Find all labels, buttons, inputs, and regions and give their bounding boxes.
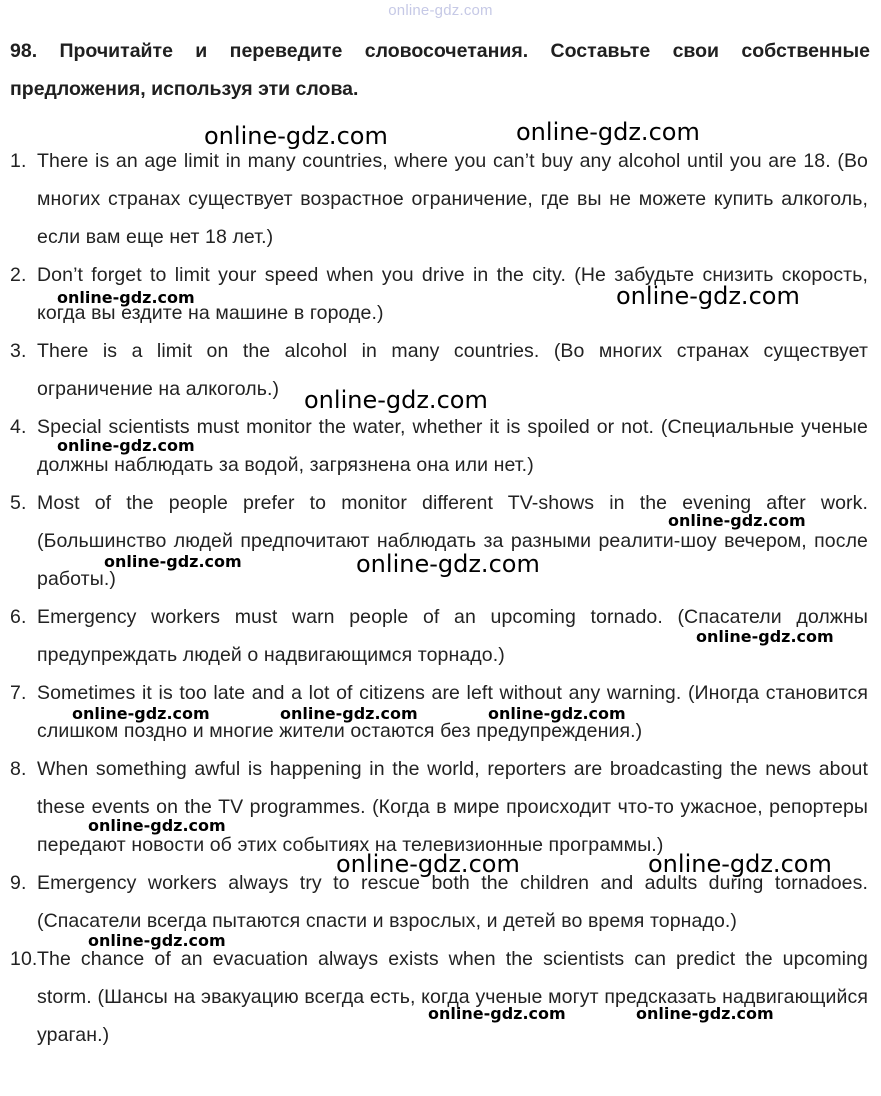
exercise-title: 98. Прочитайте и переведите словосочетания. Составьте свои собственные предложения, используя эти слова.	[10, 40, 870, 100]
item-number: 2.	[10, 264, 27, 286]
watermark-overlay: online-gdz.com	[428, 1004, 566, 1023]
item-text: Most of the people prefer to monitor different TV-shows in the evening after work. (Большинство людей предпочитают наблюдать за разными реалити-шоу вечером, после работы.)	[37, 492, 868, 590]
item-number: 1.	[10, 150, 27, 172]
list-item	[10, 940, 868, 1054]
watermark-overlay: online-gdz.com	[280, 704, 418, 723]
item-text: Don’t forget to limit your speed when you drive in the city. (Не забудьте снизить скорость, когда вы ездите на машине в городе.)	[37, 264, 868, 324]
item-number: 6.	[10, 606, 27, 628]
watermark-overlay: online-gdz.com	[204, 122, 388, 150]
watermark-overlay: online-gdz.com	[696, 627, 834, 646]
watermark-overlay: online-gdz.com	[88, 816, 226, 835]
item-text: The chance of an evacuation always exists when the scientists can predict the upcoming storm. (Шансы на эвакуацию всегда есть, когда ученые могут предсказать надвигающийся ураган.)	[37, 948, 868, 1046]
watermark-overlay: online-gdz.com	[356, 550, 540, 578]
item-text: When something awful is happening in the world, reporters are broadcasting the news about these events on the TV programmes. (Когда в мире происходит что-то ужасное, репортеры передают новости об этих событиях на телевизионные программы.)	[37, 758, 868, 856]
sentence-list	[10, 142, 868, 1054]
watermark-overlay: online-gdz.com	[616, 282, 800, 310]
item-number: 4.	[10, 416, 27, 438]
watermark-overlay: online-gdz.com	[648, 850, 832, 878]
watermark-overlay: online-gdz.com	[336, 850, 520, 878]
watermark-overlay: online-gdz.com	[516, 118, 700, 146]
list-item	[10, 142, 868, 256]
watermark-overlay: online-gdz.com	[668, 511, 806, 530]
item-number: 3.	[10, 340, 27, 362]
list-item	[10, 750, 868, 864]
watermark-overlay: online-gdz.com	[57, 436, 195, 455]
watermark-overlay: online-gdz.com	[57, 288, 195, 307]
watermark-overlay: online-gdz.com	[636, 1004, 774, 1023]
watermark-overlay: online-gdz.com	[88, 931, 226, 950]
item-number: 8.	[10, 758, 27, 780]
item-number: 9.	[10, 872, 27, 894]
item-text: Sometimes it is too late and a lot of citizens are left without any warning. (Иногда становится слишком поздно и многие жители остаются без предупреждения.)	[37, 682, 868, 742]
top-watermark: online-gdz.com	[388, 2, 493, 19]
list-item	[10, 484, 868, 598]
item-text: Emergency workers must warn people of an upcoming tornado. (Спасатели должны предупреждать людей о надвигающимся торнадо.)	[37, 606, 868, 666]
watermark-overlay: online-gdz.com	[488, 704, 626, 723]
item-text: Emergency workers always try to rescue both the children and adults during tornadoes. (Спасатели всегда пытаются спасти и взрослых, и детей во время торнадо.)	[37, 872, 868, 932]
item-text: There is an age limit in many countries, where you can’t buy any alcohol until you are 18. (Во многих странах существует возрастное ограничение, где вы не можете купить алкоголь, если вам еще нет 18 лет.)	[37, 150, 868, 248]
watermark-overlay: online-gdz.com	[72, 704, 210, 723]
item-number: 5.	[10, 492, 27, 514]
item-number: 7.	[10, 682, 27, 704]
item-text: Special scientists must monitor the water, whether it is spoiled or not. (Специальные ученые должны наблюдать за водой, загрязнена она или нет.)	[37, 416, 868, 476]
watermark-overlay: online-gdz.com	[104, 552, 242, 571]
watermark-overlay: online-gdz.com	[304, 386, 488, 414]
item-text: There is a limit on the alcohol in many countries. (Во многих странах существует ограничение на алкоголь.)	[37, 340, 868, 400]
item-number: 10.	[10, 948, 38, 970]
